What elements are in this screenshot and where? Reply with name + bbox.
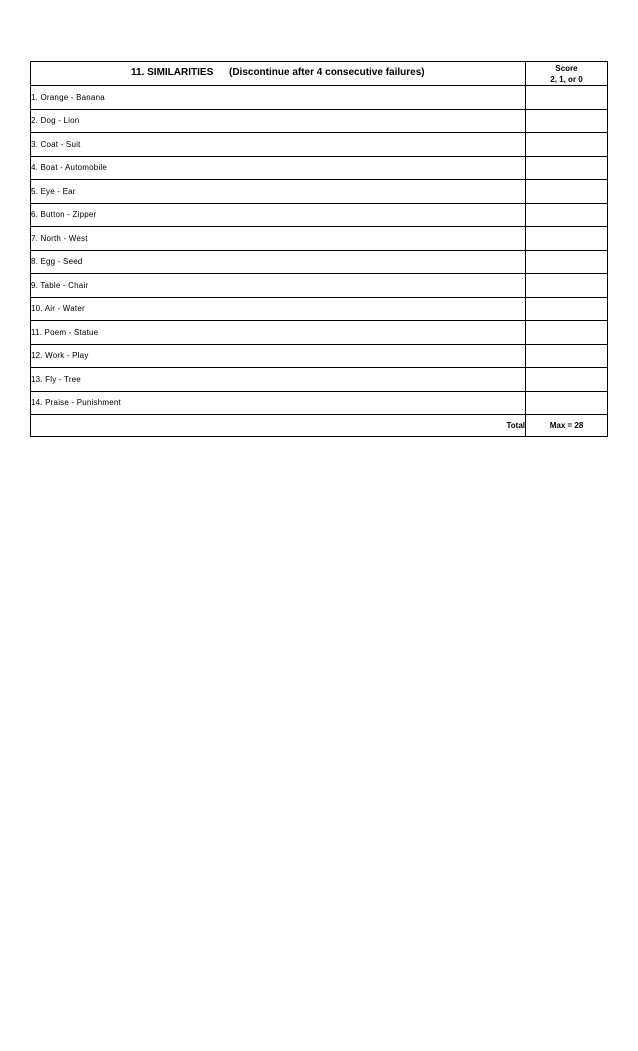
item-label-3: 3. Coat - Suit bbox=[31, 133, 526, 157]
item-row-10 bbox=[31, 297, 608, 321]
score-entry-cell-10[interactable] bbox=[526, 297, 608, 321]
score-entry-cell-2[interactable] bbox=[526, 109, 608, 133]
discontinue-rule: (Discontinue after 4 consecutive failures) bbox=[229, 67, 425, 78]
item-label-9: 9. Table - Chair bbox=[31, 274, 526, 298]
item-row-1 bbox=[31, 86, 608, 110]
item-label-6: 6. Button - Zipper bbox=[31, 203, 526, 227]
score-entry-cell-1[interactable] bbox=[526, 86, 608, 110]
score-column-header bbox=[526, 62, 608, 86]
score-entry-cell-7[interactable] bbox=[526, 227, 608, 251]
item-label-1: 1. Orange - Banana bbox=[31, 86, 526, 110]
item-label-8: 8. Egg - Seed bbox=[31, 250, 526, 274]
item-row-7 bbox=[31, 227, 608, 251]
score-entry-cell-8[interactable] bbox=[526, 250, 608, 274]
total-label: Total bbox=[31, 415, 526, 437]
section-header-cell bbox=[31, 62, 526, 86]
score-entry-cell-5[interactable] bbox=[526, 180, 608, 204]
item-row-8 bbox=[31, 250, 608, 274]
item-label-13: 13. Fly - Tree bbox=[31, 368, 526, 392]
score-entry-cell-13[interactable] bbox=[526, 368, 608, 392]
score-entry-cell-11[interactable] bbox=[526, 321, 608, 345]
item-row-9 bbox=[31, 274, 608, 298]
item-row-11 bbox=[31, 321, 608, 345]
item-label-2: 2. Dog - Lion bbox=[31, 109, 526, 133]
score-entry-cell-9[interactable] bbox=[526, 274, 608, 298]
similarities-score-table bbox=[30, 61, 608, 437]
item-label-4: 4. Boat - Automobile bbox=[31, 156, 526, 180]
item-row-5 bbox=[31, 180, 608, 204]
item-label-12: 12. Work - Play bbox=[31, 344, 526, 368]
score-header-label: Score bbox=[555, 63, 578, 73]
score-entry-cell-3[interactable] bbox=[526, 133, 608, 157]
score-header-range: 2, 1, or 0 bbox=[550, 74, 583, 84]
item-row-2 bbox=[31, 109, 608, 133]
total-row bbox=[31, 415, 608, 437]
item-label-11: 11. Poem - Statue bbox=[31, 321, 526, 345]
section-title: 11. SIMILARITIES bbox=[131, 67, 214, 78]
item-label-14: 14. Praise - Punishment bbox=[31, 391, 526, 415]
item-label-5: 5. Eye - Ear bbox=[31, 180, 526, 204]
item-row-6 bbox=[31, 203, 608, 227]
item-row-14 bbox=[31, 391, 608, 415]
item-row-4 bbox=[31, 156, 608, 180]
item-label-10: 10. Air - Water bbox=[31, 297, 526, 321]
item-row-12 bbox=[31, 344, 608, 368]
max-score-cell[interactable]: Max = 28 bbox=[526, 415, 608, 437]
table-header-row bbox=[31, 62, 608, 86]
score-entry-cell-12[interactable] bbox=[526, 344, 608, 368]
score-entry-cell-6[interactable] bbox=[526, 203, 608, 227]
item-label-7: 7. North - West bbox=[31, 227, 526, 251]
table-body bbox=[31, 62, 608, 437]
score-entry-cell-4[interactable] bbox=[526, 156, 608, 180]
item-row-13 bbox=[31, 368, 608, 392]
item-row-3 bbox=[31, 133, 608, 157]
score-entry-cell-14[interactable] bbox=[526, 391, 608, 415]
